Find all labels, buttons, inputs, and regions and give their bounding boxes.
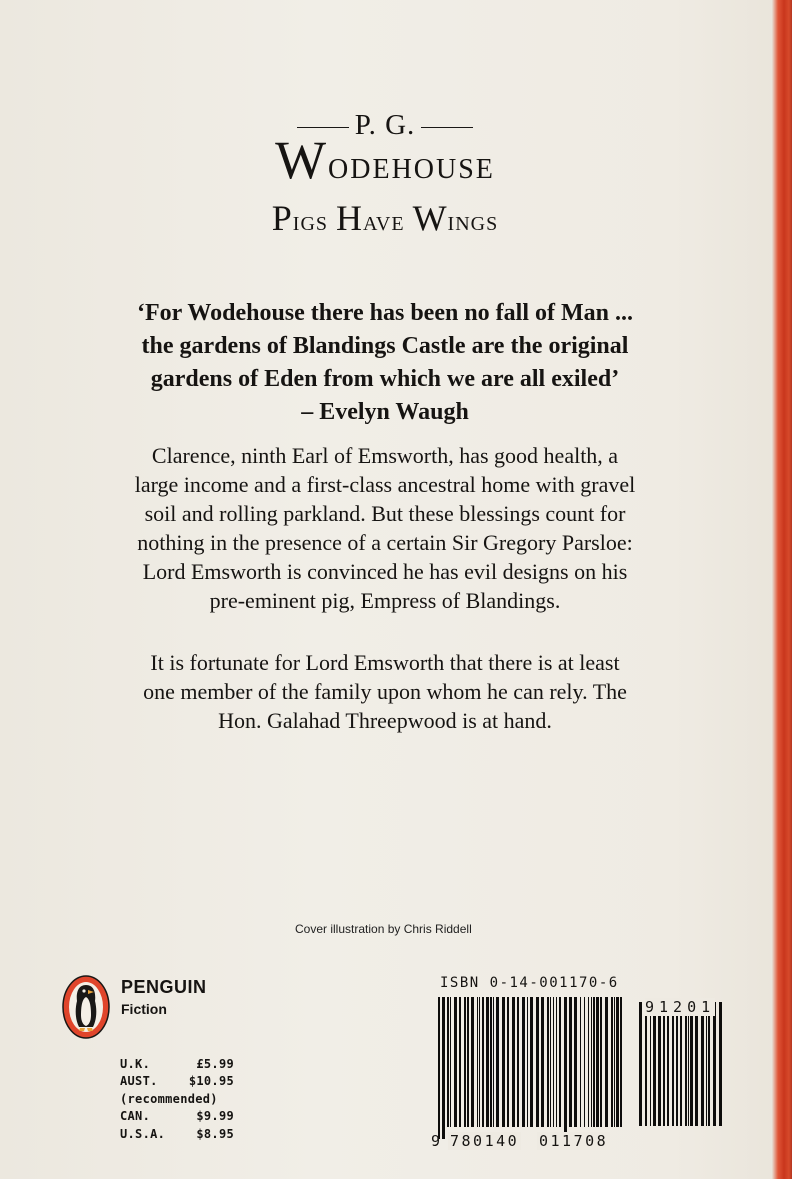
blurb-line: nothing in the presence of a certain Sir Gregory Parsloe: <box>137 530 633 555</box>
barcode-bar <box>676 1002 678 1126</box>
barcode-bar <box>541 997 544 1127</box>
book-category: Fiction <box>121 1001 167 1017</box>
barcode-bar <box>493 997 494 1127</box>
spine-edge <box>772 0 792 1179</box>
barcode-bar <box>450 997 451 1127</box>
blurb-line: large income and a first-class ancestral home with gravel <box>134 472 636 497</box>
barcode-bar <box>471 997 474 1127</box>
barcode-bar <box>442 997 445 1139</box>
barcode-bar <box>477 997 478 1127</box>
barcode-bar <box>517 997 519 1127</box>
ean-right-digits: 011708 <box>539 1132 609 1150</box>
left-rule <box>297 127 349 128</box>
barcode-bar <box>593 997 595 1127</box>
ean-left-digits: 780140 <box>450 1132 520 1150</box>
ean-digits <box>431 1132 631 1152</box>
barcode-bar <box>556 997 557 1127</box>
barcode-bar <box>591 997 592 1127</box>
barcode-bar <box>564 997 567 1139</box>
barcode-bar <box>550 997 551 1127</box>
ean-first-digit: 9 <box>431 1132 441 1150</box>
barcode-bar <box>672 1002 674 1126</box>
quote-attribution: – Evelyn Waugh <box>301 399 469 425</box>
blurb-line: Lord Emsworth is convinced he has evil designs on his <box>142 559 628 584</box>
barcode-bar <box>620 997 622 1127</box>
barcode-bar <box>454 997 457 1127</box>
barcode-bar <box>438 997 440 1139</box>
blurb-line: soil and rolling parkland. But these blessings count for <box>144 501 626 526</box>
barcode-bar <box>459 997 461 1127</box>
barcode-bar <box>553 997 554 1127</box>
quote-line: ‘For Wodehouse there has been no fall of Man ... <box>136 300 634 326</box>
barcode-bar <box>512 997 515 1127</box>
barcode-bar <box>482 997 484 1127</box>
blurb-paragraph-1 <box>0 441 770 615</box>
barcode-bar <box>616 997 619 1127</box>
barcode-bar <box>536 997 539 1127</box>
author-initials-text: P. G. <box>354 109 416 141</box>
price-row: U.S.A. $8.95 <box>120 1126 234 1141</box>
barcode-bar <box>584 997 585 1127</box>
barcode-bar <box>706 1002 707 1126</box>
barcode-bar <box>496 997 499 1127</box>
blurb-line: It is fortunate for Lord Emsworth that there is at least <box>150 650 620 675</box>
blurb-line: Hon. Galahad Threepwood is at hand. <box>218 708 552 733</box>
barcode-bar <box>605 997 608 1127</box>
barcode-bar <box>588 997 589 1127</box>
barcode-bar <box>574 997 577 1127</box>
blurb-line: pre-eminent pig, Empress of Blandings. <box>209 588 561 613</box>
barcode-bar <box>600 997 602 1127</box>
barcode-bar <box>639 1002 642 1126</box>
barcode-bar <box>596 997 599 1127</box>
barcode-bar <box>701 1002 704 1126</box>
author-surname: Wodehouse <box>275 130 495 190</box>
barcode-bar <box>527 997 528 1127</box>
barcode-bar <box>490 997 492 1127</box>
barcode-bar <box>645 1002 647 1126</box>
barcode-bar <box>502 997 505 1127</box>
barcode-bar <box>713 1002 716 1126</box>
review-quote <box>0 297 770 429</box>
barcode-bar <box>547 997 549 1127</box>
ean-barcode <box>437 997 623 1139</box>
barcode-bar <box>690 1002 693 1126</box>
book-title: Pigs Have Wings <box>271 198 499 238</box>
barcode-bar <box>447 997 449 1127</box>
barcode-bar <box>695 1002 698 1126</box>
price-row: CAN. $9.99 <box>120 1109 234 1124</box>
isbn-number: ISBN 0-14-001170-6 <box>440 975 619 991</box>
barcode-bar <box>685 1002 687 1126</box>
barcode-bar <box>569 997 572 1127</box>
quote-line: the gardens of Blandings Castle are the original <box>141 333 629 359</box>
publisher-name: PENGUIN <box>121 977 207 997</box>
addon-digits: 91201 <box>645 998 716 1016</box>
quote-line: gardens of Eden from which we are all exiled’ <box>150 366 620 392</box>
right-rule <box>421 127 473 128</box>
barcode-bar <box>667 1002 669 1126</box>
blurb-line: Clarence, ninth Earl of Emsworth, has good health, a <box>151 443 619 468</box>
illustration-credit: Cover illustration by Chris Riddell <box>295 922 472 936</box>
barcode-bar <box>464 997 466 1127</box>
blurb-line: one member of the family upon whom he can rely. The <box>143 679 627 704</box>
addon-barcode <box>638 1002 724 1138</box>
penguin-logo-icon <box>62 975 110 1039</box>
barcode-bar <box>611 997 613 1127</box>
blurb-paragraph-2 <box>0 648 770 735</box>
price-row: U.K. £5.99 <box>120 1057 234 1071</box>
barcode-bar <box>522 997 525 1127</box>
barcode-bar <box>650 1002 651 1126</box>
barcode-bar <box>507 997 509 1127</box>
barcode-bar <box>708 1002 710 1126</box>
barcode-bar <box>653 1002 656 1126</box>
barcode-bar <box>530 997 533 1127</box>
barcode-bar <box>467 997 469 1127</box>
barcode-bar <box>580 997 581 1127</box>
barcode-bar <box>688 1002 689 1126</box>
barcode-bar <box>559 997 561 1127</box>
barcode-bar <box>658 1002 661 1126</box>
price-note: (recommended) <box>120 1091 218 1106</box>
barcode-bar <box>479 997 480 1127</box>
barcode-bar <box>663 1002 665 1126</box>
price-row: AUST. $10.95 (recommended) <box>120 1073 234 1108</box>
barcode-bar <box>680 1002 682 1126</box>
price-list <box>120 1056 234 1143</box>
barcode-bar <box>486 997 489 1127</box>
barcode-bar <box>614 997 615 1127</box>
barcode-bar <box>719 1002 722 1126</box>
